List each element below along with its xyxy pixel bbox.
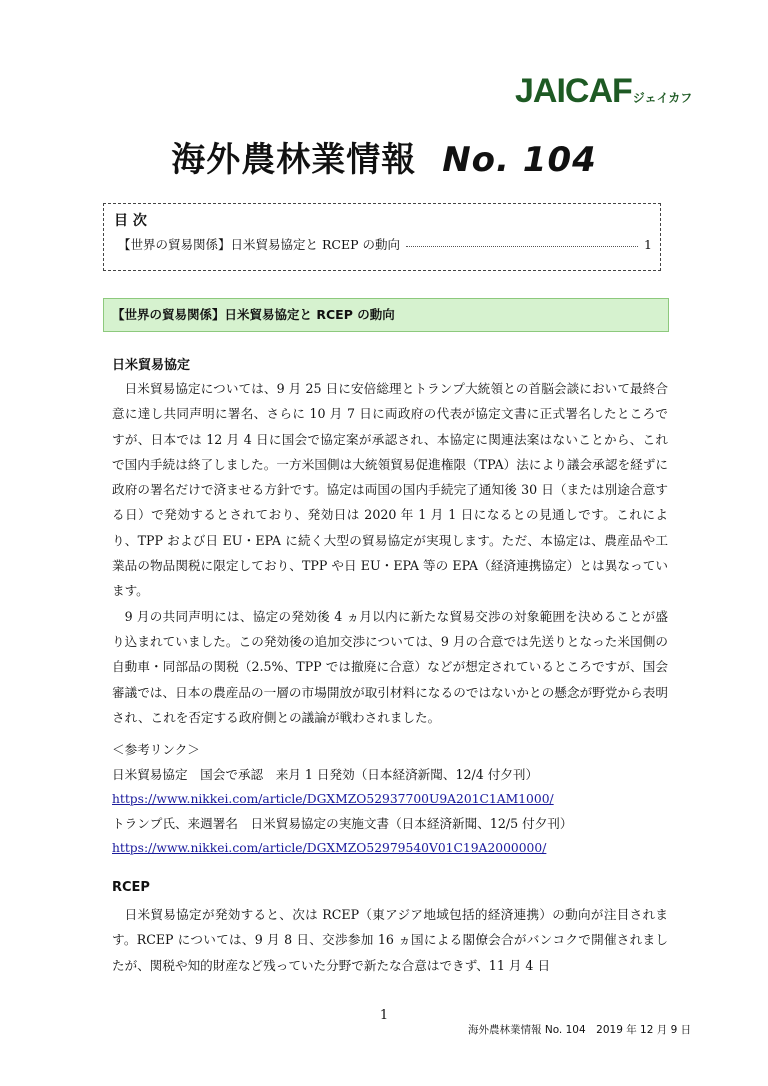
section-heading: 【世界の貿易関係】日米貿易協定と RCEP の動向 <box>103 298 669 332</box>
logo-kana: ジェイカフ <box>632 91 693 105</box>
paragraph: 日米貿易協定が発効すると、次は RCEP（東アジア地域包括的経済連携）の動向が注目されます。RCEP については、9 月 8 日、交渉参加 16 ヵ国による閣僚会合がバンコクで開催されましたが、関税や知的財産など残っていた分野で新たな合意はできず、11 月 4 日 <box>112 907 668 973</box>
part2-heading: RCEP <box>112 880 150 895</box>
toc-heading: 目 次 <box>114 213 147 229</box>
toc-entry-label: 【世界の貿易関係】日米貿易協定と RCEP の動向 <box>118 237 400 252</box>
toc-leader-dots <box>406 246 638 247</box>
page-number: 1 <box>379 1008 389 1023</box>
toc-entry[interactable] <box>118 235 652 253</box>
reference-title: 日米貿易協定 国会で承認 来月 1 日発効（日本経済新聞、12/4 付夕刊） <box>112 766 539 782</box>
references-heading: ＜参考リンク＞ <box>112 742 200 757</box>
document-title <box>0 132 768 181</box>
part2-body <box>112 902 668 978</box>
reference-link[interactable]: https://www.nikkei.com/article/DGXMZO52979540V01C19A2000000/ <box>112 841 547 855</box>
paragraph: 日米貿易協定については、9 月 25 日に安倍総理とトランプ大統領との首脳会談において最終合意に達し共同声明に署名、さらに 10 月 7 日に両政府の代表が協定文書に正式署名したところですが、日本では 12 月 4 日に国会で協定案が承認され、本協定に関連法案はないことから、これで国内手続は終了しました。一方米国側は大統領貿易促進権限（TPA）法により議会承認を経ずに政府の署名だけで済ませる方針です。協定は両国の国内手続完了通知後 30 日（または別途合意する日）で発効するとされており、発効日は 2020 年 1 月 1 日になるとの見通しです。これにより、TPP および日 EU・EPA に続く大型の貿易協定が実現します。ただ、本協定は、農産品や工業品の物品関税に限定しており、TPP や日 EU・EPA 等の EPA（経済連携協定）とは異なっています。 <box>112 381 668 599</box>
reference-links <box>112 738 668 861</box>
reference-title: トランプ氏、来週署名 日米貿易協定の実施文書（日本経済新聞、12/5 付夕刊） <box>112 815 573 831</box>
reference-link[interactable]: https://www.nikkei.com/article/DGXMZO52937700U9A201C1AM1000/ <box>112 792 554 806</box>
toc-entry-page: 1 <box>644 236 652 252</box>
footer-text: 海外農林業情報 No. 104 2019 年 12 月 9 日 <box>468 1024 692 1036</box>
title-text: 海外農林業情報 <box>171 140 417 180</box>
jaicaf-logo <box>515 72 692 111</box>
table-of-contents <box>103 203 661 271</box>
logo-wordmark: JAICAF <box>515 72 632 110</box>
paragraph: 9 月の共同声明には、協定の発効後 4 ヵ月以内に新たな貿易交渉の対象範囲を決めることが盛り込まれていました。この発効後の追加交渉については、9 月の合意では先送りとなった米国側の自動車・同部品の関税（2.5%、TPP では撤廃に合意）などが想定されているところですが、国会審議では、日本の農産品の一層の市場開放が取引材料になるのではないかとの懸念が野党から表明され、これを否定する政府側との議論が戦わされました。 <box>112 608 668 725</box>
issue-number: No. 104 <box>442 140 597 180</box>
part1-heading: 日米貿易協定 <box>112 358 191 373</box>
part1-body <box>112 376 668 730</box>
